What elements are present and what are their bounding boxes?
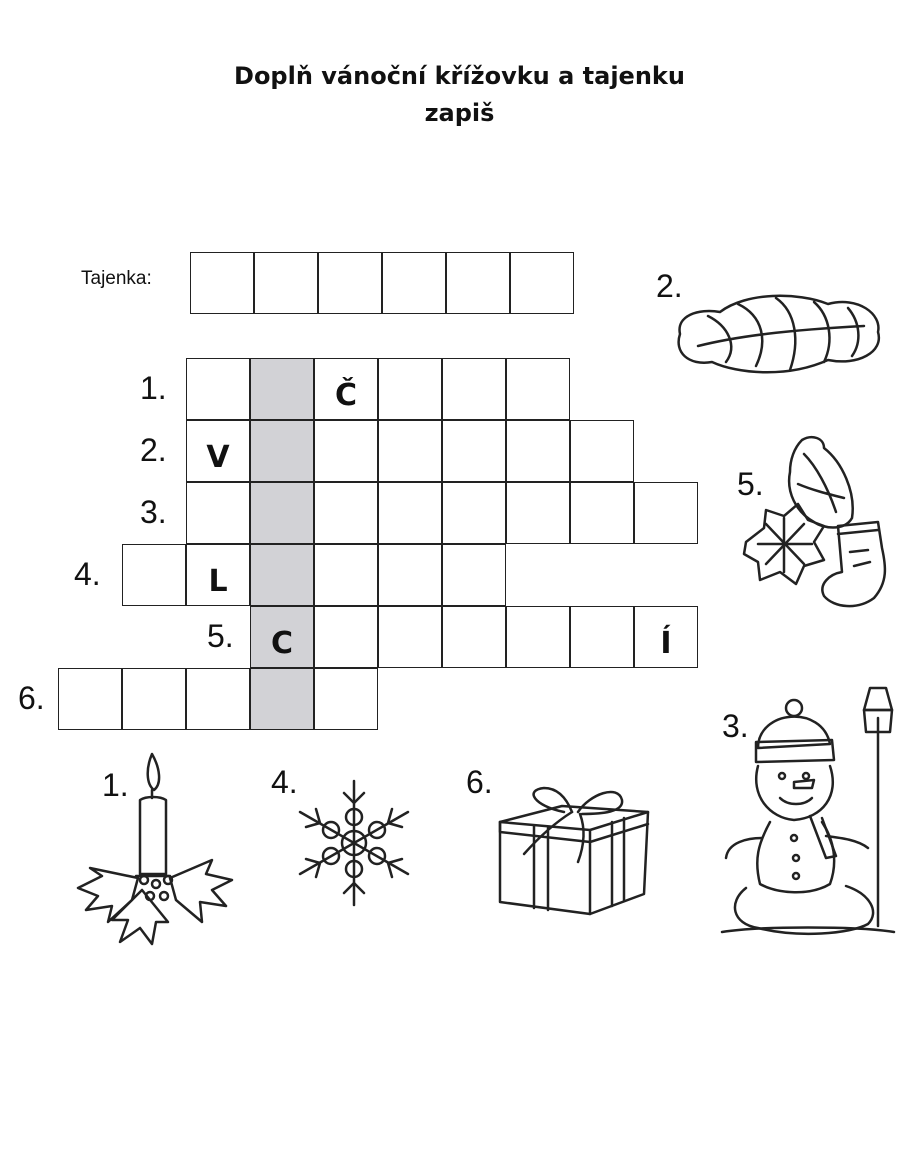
title-line-1: Doplň vánoční křížovku a tajenku <box>234 62 685 90</box>
prefilled-letter: C <box>270 625 294 661</box>
crossword-cell[interactable] <box>506 420 570 482</box>
picture-number-1: 1. <box>102 767 129 803</box>
crossword-cell[interactable] <box>442 420 506 482</box>
row-number: 1. <box>140 370 167 406</box>
crossword-cell[interactable] <box>250 482 314 544</box>
row-number: 2. <box>140 432 167 468</box>
crossword-cell[interactable] <box>570 482 634 544</box>
picture-number-3: 3. <box>722 708 749 744</box>
crossword-cell[interactable] <box>506 606 570 668</box>
tajenka-box[interactable] <box>382 252 446 314</box>
crossword-cell[interactable] <box>186 482 250 544</box>
crossword-cell[interactable] <box>250 668 314 730</box>
crossword-cell[interactable] <box>378 358 442 420</box>
snowflake-icon <box>288 774 420 912</box>
crossword-cell[interactable] <box>314 482 378 544</box>
snowman-icon <box>718 688 894 940</box>
crossword-cell[interactable] <box>314 668 378 730</box>
tajenka-label: Tajenka: <box>81 268 152 289</box>
crossword-cell[interactable] <box>506 358 570 420</box>
crossword-cell[interactable] <box>570 420 634 482</box>
crossword-cell[interactable] <box>442 606 506 668</box>
crossword-cell[interactable] <box>58 668 122 730</box>
title-line-2: zapiš <box>424 99 495 127</box>
crossword-cell[interactable] <box>378 482 442 544</box>
crossword-cell[interactable] <box>378 544 442 606</box>
crossword-cell[interactable] <box>378 606 442 668</box>
tajenka-box[interactable] <box>446 252 510 314</box>
picture-number-6: 6. <box>466 764 493 800</box>
row-number: 4. <box>74 556 101 592</box>
crossword-cell[interactable] <box>442 544 506 606</box>
gingerbread-cookies-icon <box>738 432 888 612</box>
crossword-cell[interactable] <box>378 420 442 482</box>
prefilled-letter: V <box>206 439 230 475</box>
row-number: 6. <box>18 680 45 716</box>
crossword-cell[interactable] <box>506 482 570 544</box>
crossword-cell[interactable] <box>250 358 314 420</box>
gift-box-icon <box>494 782 654 916</box>
tajenka-box[interactable] <box>510 252 574 314</box>
braided-bread-icon <box>668 286 888 376</box>
candle-holly-icon <box>72 750 236 946</box>
prefilled-letter: Č <box>334 377 358 413</box>
crossword-cell[interactable] <box>122 544 186 606</box>
prefilled-letter: Í <box>660 625 672 661</box>
crossword-cell[interactable] <box>122 668 186 730</box>
picture-number-2: 2. <box>656 268 683 304</box>
tajenka-box[interactable] <box>318 252 382 314</box>
crossword-cell[interactable] <box>250 544 314 606</box>
picture-number-5: 5. <box>737 466 764 502</box>
crossword-cell[interactable] <box>250 420 314 482</box>
prefilled-letter: L <box>208 563 228 599</box>
tajenka-box[interactable] <box>254 252 318 314</box>
tajenka-box[interactable] <box>190 252 254 314</box>
crossword-cell[interactable] <box>442 358 506 420</box>
crossword-cell[interactable] <box>314 420 378 482</box>
crossword-cell[interactable] <box>314 544 378 606</box>
row-number: 5. <box>207 618 234 654</box>
crossword-cell[interactable] <box>186 668 250 730</box>
crossword-cell[interactable] <box>314 606 378 668</box>
row-number: 3. <box>140 494 167 530</box>
picture-number-4: 4. <box>271 764 298 800</box>
crossword-cell[interactable] <box>442 482 506 544</box>
page-title <box>0 58 919 132</box>
crossword-cell[interactable] <box>570 606 634 668</box>
crossword-cell[interactable] <box>634 482 698 544</box>
crossword-cell[interactable] <box>186 358 250 420</box>
